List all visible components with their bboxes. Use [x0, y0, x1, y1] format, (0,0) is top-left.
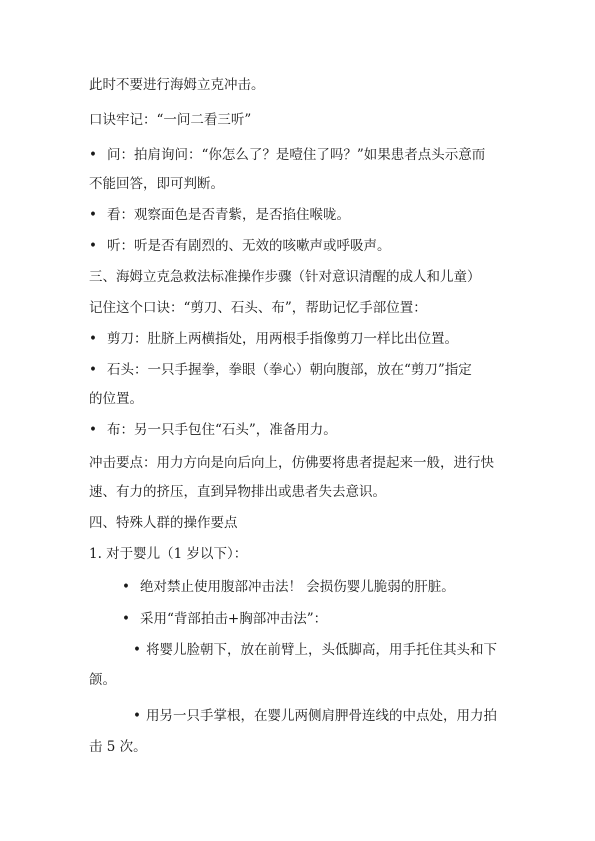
line-text: 不能回答，即可判断。 [89, 176, 224, 192]
bullet-item-paper [89, 421, 337, 439]
line-text: 采用“背部拍击+胸部冲击法”： [140, 611, 328, 627]
line-text: 听：听是否有剧烈的、无效的咳嗽声或呼吸声。 [107, 238, 391, 254]
bullet-icon: • [89, 147, 97, 163]
bullet-item-rock [89, 361, 472, 379]
bullet-icon: • [89, 238, 97, 254]
line-text: 1. 对于婴儿（1 岁以下）： [89, 546, 248, 562]
numbered-item [89, 545, 247, 563]
paragraph-line [89, 483, 386, 501]
section-heading [89, 514, 238, 532]
paragraph-line [89, 175, 224, 193]
line-text: 颌。 [89, 672, 116, 688]
bullet-icon: • [89, 207, 97, 223]
paragraph-line [89, 671, 116, 689]
sub-bullet-item [122, 578, 455, 596]
line-text: 口诀牢记：“一问二看三听” [89, 112, 252, 128]
sub-sub-bullet-item [133, 707, 497, 725]
section-heading [89, 268, 481, 286]
line-text: 冲击要点：用力方向是向后向上，仿佛要将患者提起来一般，进行快 [89, 455, 494, 471]
line-text: 剪刀：肚脐上两横指处，用两根手指像剪刀一样比出位置。 [107, 331, 458, 347]
bullet-icon: • [133, 708, 141, 724]
line-text: 三、海姆立克急救法标准操作步骤（针对意识清醒的成人和儿童） [89, 269, 481, 285]
bullet-item-look [89, 206, 350, 224]
line-text: 将婴儿脸朝下，放在前臂上，头低脚高，用手托住其头和下 [146, 642, 497, 658]
line-text: 用另一只手掌根，在婴儿两侧肩胛骨连线的中点处，用力拍 [146, 708, 497, 724]
bullet-icon: • [89, 331, 97, 347]
sub-sub-bullet-item [133, 641, 497, 659]
line-text: 此时不要进行海姆立克冲击。 [89, 77, 265, 93]
line-text: 记住这个口诀：“剪刀、石头、布”，帮助记忆手部位置： [89, 300, 427, 316]
paragraph-line [89, 390, 143, 408]
bullet-icon: • [122, 611, 130, 627]
line-text: 绝对禁止使用腹部冲击法！ 会损伤婴儿脆弱的肝脏。 [140, 579, 455, 595]
paragraph-line [89, 454, 494, 472]
bullet-icon: • [89, 422, 97, 438]
bullet-item-listen [89, 237, 391, 255]
paragraph-line [89, 111, 251, 129]
paragraph-line [89, 738, 147, 756]
bullet-item-scissors [89, 330, 458, 348]
line-text: 问：拍肩询问：“你怎么了？是噎住了吗？”如果患者点头示意而 [107, 147, 486, 163]
line-text: 布：另一只手包住“石头”，准备用力。 [107, 422, 337, 438]
line-text: 击 5 次。 [89, 739, 147, 755]
line-text: 四、特殊人群的操作要点 [89, 515, 238, 531]
bullet-icon: • [133, 642, 141, 658]
bullet-icon: • [122, 579, 130, 595]
bullet-item-ask [89, 146, 485, 164]
line-text: 的位置。 [89, 391, 143, 407]
line-text: 石头：一只手握拳，拳眼（拳心）朝向腹部，放在“剪刀”指定 [107, 362, 472, 378]
paragraph-line [89, 299, 427, 317]
sub-bullet-item [122, 610, 327, 628]
bullet-icon: • [89, 362, 97, 378]
line-text: 看：观察面色是否青紫，是否掐住喉咙。 [107, 207, 350, 223]
paragraph-line [89, 76, 265, 94]
line-text: 速、有力的挤压，直到异物排出或患者失去意识。 [89, 484, 386, 500]
